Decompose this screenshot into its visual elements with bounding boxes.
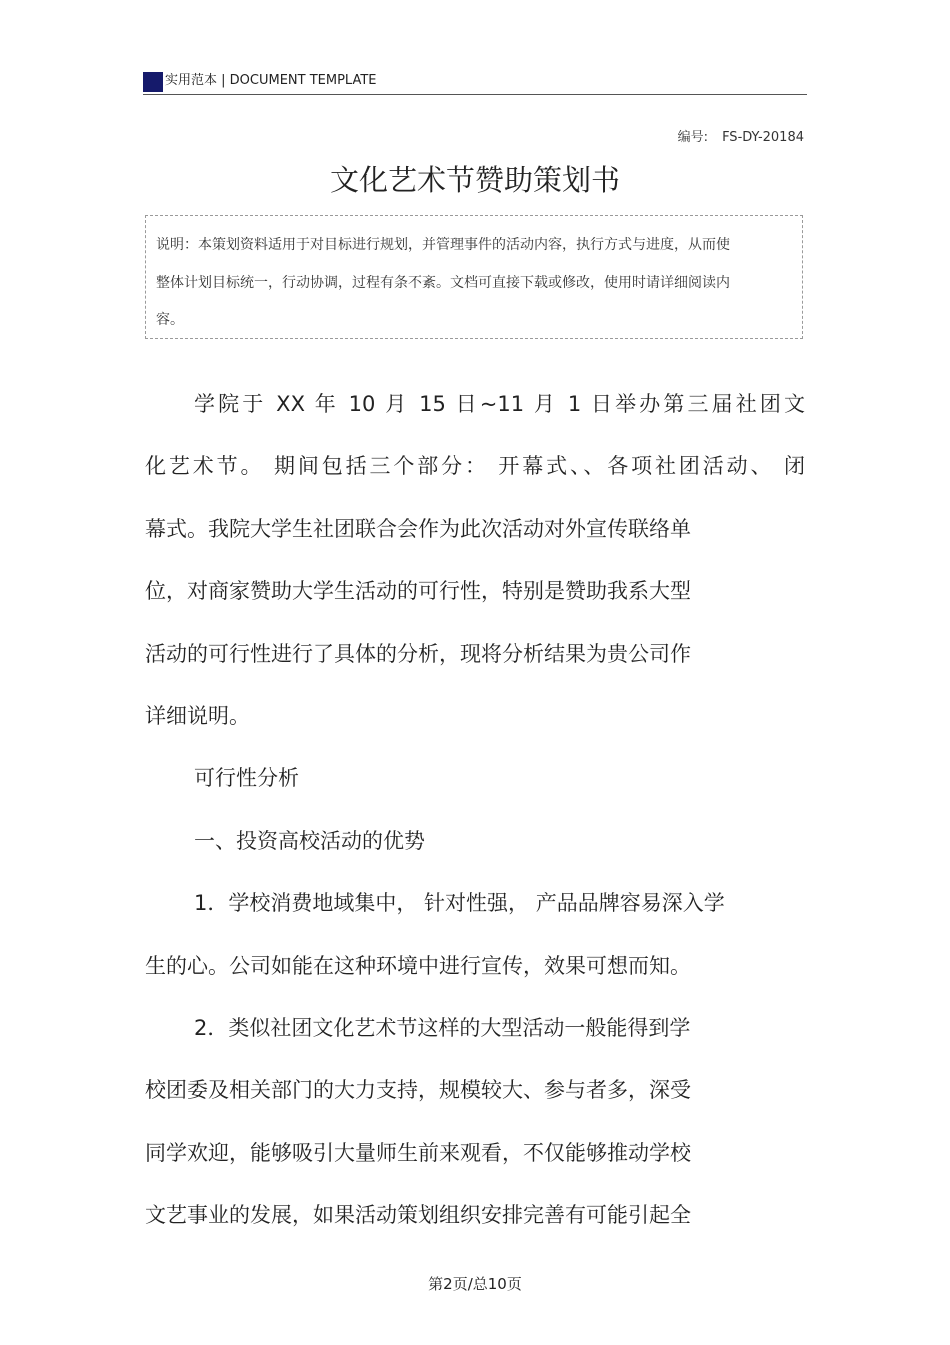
header-label: 实用范本 | DOCUMENT TEMPLATE (165, 73, 377, 88)
body-paragraph-line: 化艺术节。 期间包括三个部分： 开幕式、、各项社团活动、 闭 (145, 454, 805, 479)
document-number-label: 编号: (677, 130, 709, 145)
description-text: 说明：本策划资料适用于对目标进行规划，并管理事件的活动内容，执行方式与进度，从而使整体计划目标统一，行动协调，过程有条不紊。文档可直接下载或修改，使用时请详细阅读内容。 (156, 237, 730, 328)
body-paragraph-line: 文艺事业的发展，如果活动策划组织安排完善有可能引起全 (145, 1203, 691, 1228)
document-number (678, 126, 804, 145)
document-body (145, 373, 805, 1247)
body-paragraph-line: 同学欢迎，能够吸引大量师生前来观看，不仅能够推动学校 (145, 1140, 691, 1165)
body-paragraph-line: 1．学校消费地域集中， 针对性强， 产品品牌容易深入学 (194, 891, 725, 916)
body-paragraph-line: 校团委及相关部门的大力支持，规模较大、参与者多，深受 (145, 1078, 691, 1103)
section-heading: 可行性分析 (194, 766, 299, 791)
body-paragraph-line: 活动的可行性进行了具体的分析，现将分析结果为贵公司作 (145, 641, 691, 666)
body-paragraph-line: 位，对商家赞助大学生活动的可行性，特别是赞助我系大型 (145, 579, 691, 604)
body-paragraph-line: 学院于 XX 年 10 月 15 日~11 月 1 日举办第三届社团文 (194, 392, 805, 416)
body-paragraph-line: 幕式。我院大学生社团联合会作为此次活动对外宣传联络单 (145, 516, 691, 541)
body-paragraph-line: 2．类似社团文化艺术节这样的大型活动一般能得到学 (194, 1016, 691, 1041)
subsection-heading: 一、投资高校活动的优势 (194, 828, 425, 853)
document-title: 文化艺术节赞助策划书 (329, 163, 620, 197)
body-paragraph-line: 生的心。公司如能在这种环境中进行宣传，效果可想而知。 (145, 953, 691, 978)
body-paragraph-line: 详细说明。 (145, 704, 250, 729)
brand-square-icon (143, 72, 163, 92)
description-box (145, 215, 803, 339)
page-header (143, 70, 807, 95)
document-number-value: FS-DY-20184 (722, 130, 804, 145)
page-footer: 第2页/总10页 (428, 1275, 522, 1293)
